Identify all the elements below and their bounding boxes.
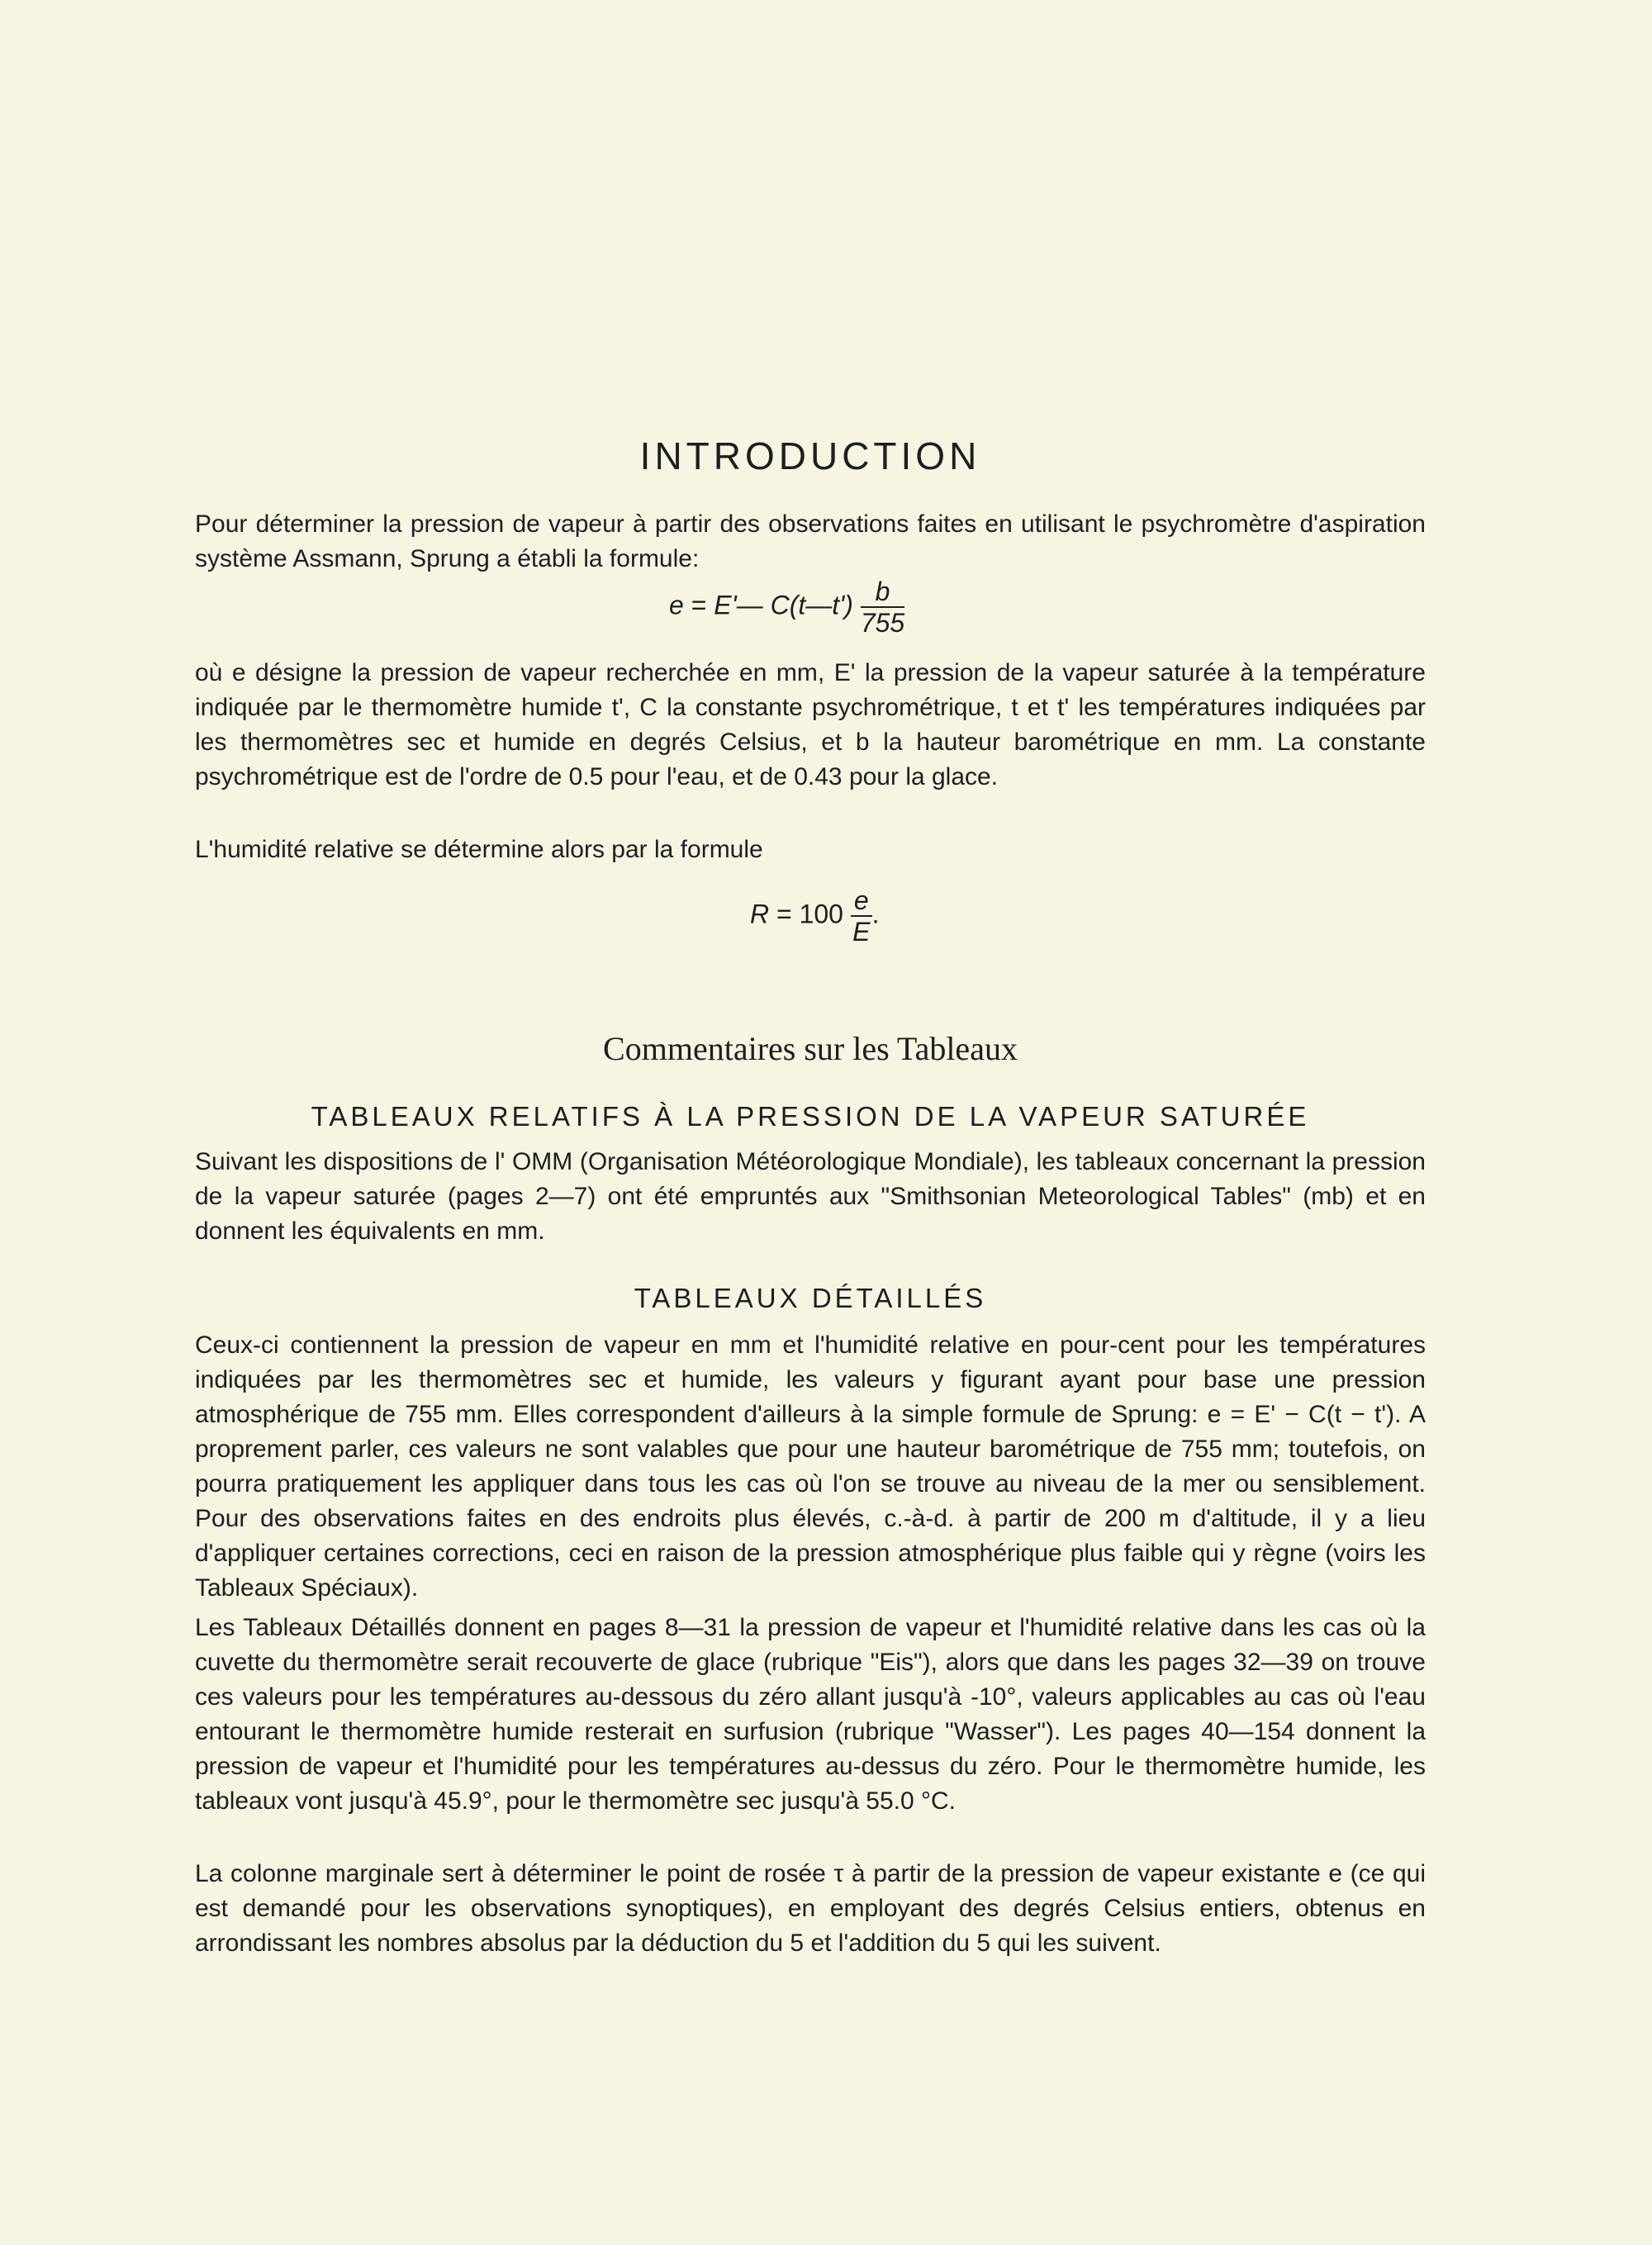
page-title: INTRODUCTION <box>639 434 981 477</box>
formula2-fraction <box>851 887 872 945</box>
section2-paragraph-2: Les Tableaux Détaillés donnent en pages 8—31 la pression de vapeur et l'humidité relative dans les cas où la cuvette du thermomètre serait recouverte de glace (rubrique "Eis"), alors que dans les pages 32—39 on trouve ces valeurs pour les températures au-dessous du zéro allant jusqu'à -10°, valeurs applicables au cas où l'eau entourant le thermomètre humide resterait en surfusion (rubrique "Wasser"). Les pages 40—154 donnent la pression de vapeur et l'humidité pour les températures au-dessus du zéro. Pour le thermomètre humide, les tableaux vont jusqu'à 45.9°, pour le thermomètre sec jusqu'à 55.0 °C. <box>195 1614 1426 1815</box>
section-heading-detailed-tables: TABLEAUX DÉTAILLÉS <box>634 1283 987 1313</box>
intro-paragraph-2: où e désigne la pression de vapeur recherchée en mm, E' la pression de la vapeur saturée à la température indiquée par le thermomètre humide t', C la constante psychrométrique, t et t' les températures indiquées par les thermomètres sec et humide en degrés Celsius, et b la hauteur barométrique en mm. La constante psychrométrique est de l'ordre de 0.5 pour l'eau, et de 0.43 pour la glace. <box>195 659 1426 790</box>
formula-fraction <box>861 578 904 636</box>
formula-equals: = <box>691 590 707 620</box>
fraction2-denominator: E <box>852 917 871 947</box>
fraction2-numerator: e <box>851 887 872 917</box>
section2-paragraph-1: Ceux-ci contiennent la pression de vapeur en mm et l'humidité relative en pour-cent pour les températures indiquées par les thermomètres sec et humide, les valeurs y figurant ayant pour base une pression atmosphérique de 755 mm. Elles correspondent d'ailleurs à la simple formule de Sprung: e = E' − C(t − t'). A proprement parler, ces valeurs ne sont valables que pour une hauteur barométrique de 755 mm; toutefois, on pourra pratiquement les appliquer dans tous les cas où l'on se trouve au niveau de la mer ou sensiblement. Pour des observations faites en des endroits plus élevés, c.-à-d. à partir de 200 m d'altitude, il y a lieu d'appliquer certaines corrections, ceci en raison de la pression atmosphérique plus faible qui y règne (voirs les Tableaux Spéciaux). <box>195 1331 1426 1602</box>
section2-paragraph-3: La colonne marginale sert à déterminer le point de rosée τ à partir de la pression de vapeur existante e (ce qui est demandé pour les observations synoptiques), en employant des degrés Celsius entiers, obtenus en arrondissant les nombres absolus par la déduction du 5 et l'addition du 5 qui les suivent. <box>195 1860 1426 1957</box>
formula-rhs: E'— C(t—t') <box>714 590 853 620</box>
humidity-formula <box>750 887 880 945</box>
fraction-denominator: 755 <box>860 608 905 638</box>
formula2-coef: 100 <box>799 899 843 929</box>
formula2-lhs: R <box>750 899 770 929</box>
formula2-end: . <box>871 899 880 929</box>
formula2-equals: = <box>776 899 792 929</box>
fraction-numerator: b <box>861 578 904 608</box>
sprung-formula <box>669 578 904 636</box>
section-heading-saturated-pressure: TABLEAUX RELATIFS À LA PRESSION DE LA VAPEUR SATURÉE <box>311 1101 1310 1132</box>
intro-paragraph-1: Pour déterminer la pression de vapeur à partir des observations faites en utilisant le psychromètre d'aspiration système Assmann, Sprung a établi la formule: <box>195 510 1426 572</box>
formula-lhs: e <box>669 590 684 620</box>
comments-heading: Commentaires sur les Tableaux <box>603 1030 1018 1067</box>
intro-paragraph-3: L'humidité relative se détermine alors par la formule <box>195 836 763 863</box>
section1-paragraph: Suivant les dispositions de l' OMM (Organisation Météorologique Mondiale), les tableaux concernant la pression de la vapeur saturée (pages 2—7) ont été empruntés aux "Smithsonian Meteorological Tables" (mb) et en donnent les équivalents en mm. <box>195 1148 1426 1245</box>
